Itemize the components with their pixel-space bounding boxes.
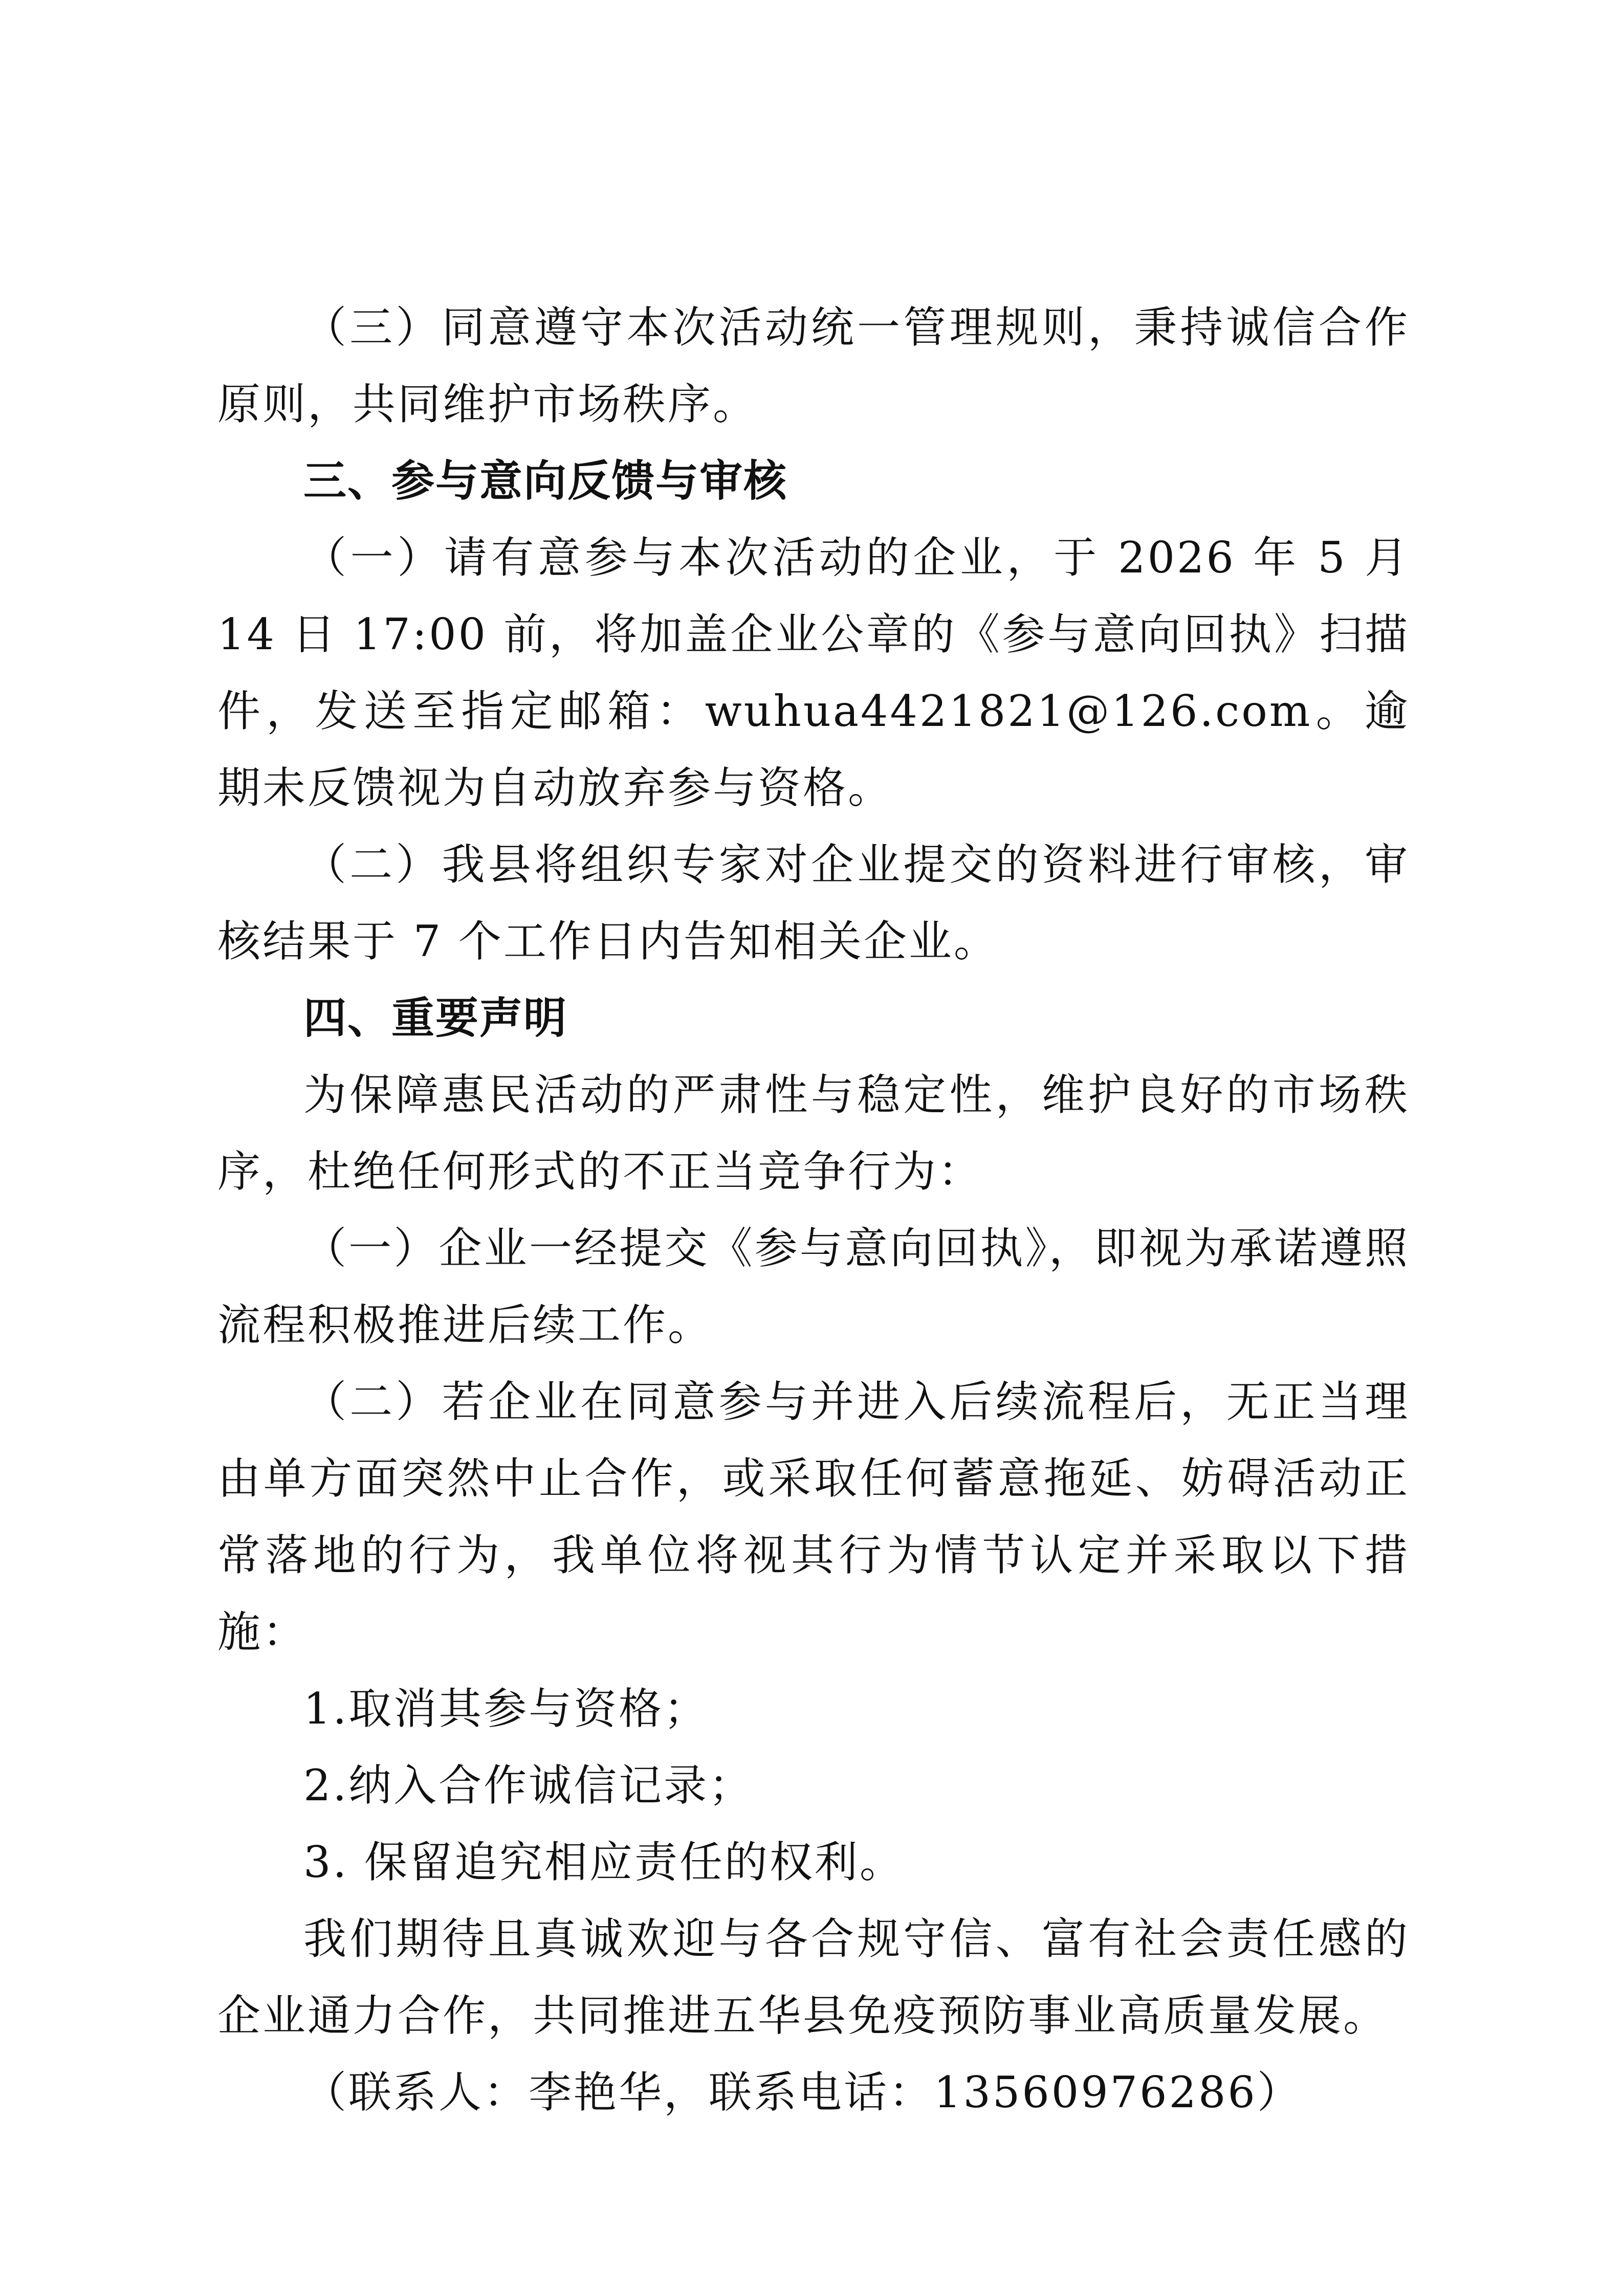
document-body bbox=[217, 289, 1410, 2131]
paragraph-contact: （联系人：李艳华，联系电话：13560976286） bbox=[303, 2067, 1302, 2117]
paragraph-termination-measures: （二）若企业在同意参与并进入后续流程后，无正当理由单方面突然中止合作，或采取任何蓄意拖延、妨碍活动正常落地的行为，我单位将视其行为情节认定并采取以下措施： bbox=[217, 1377, 1410, 1657]
paragraph-feedback-deadline: （一）请有意参与本次活动的企业，于 2026 年 5 月 14 日 17:00 前，将加盖企业公章的《参与意向回执》扫描件，发送至指定邮箱：wuhua4421821@126.com。逾期未反馈视为自动放弃参与资格。 bbox=[217, 533, 1410, 813]
list-item-measure-1: 1.取消其参与资格； bbox=[303, 1684, 709, 1734]
paragraph-statement-intro: 为保障惠民活动的严肃性与稳定性，维护良好的市场秩序，杜绝任何形式的不正当竞争行为： bbox=[217, 1070, 1410, 1197]
paragraph-closing: 我们期待且真诚欢迎与各合规守信、富有社会责任感的企业通力合作，共同推进五华县免疫预防事业高质量发展。 bbox=[217, 1914, 1410, 2041]
paragraph-review-result: （二）我县将组织专家对企业提交的资料进行审核，审核结果于 7 个工作日内告知相关企业。 bbox=[217, 840, 1410, 966]
section-heading-feedback-review: 三、参与意向反馈与审核 bbox=[303, 456, 788, 506]
paragraph-commitment: （一）企业一经提交《参与意向回执》，即视为承诺遵照流程积极推进后续工作。 bbox=[217, 1223, 1410, 1350]
paragraph-agree-rules: （三）同意遵守本次活动统一管理规则，秉持诚信合作原则，共同维护市场秩序。 bbox=[217, 302, 1410, 429]
list-item-measure-3: 3. 保留追究相应责任的权利。 bbox=[303, 1837, 905, 1887]
list-item-measure-2: 2.纳入合作诚信记录； bbox=[303, 1760, 754, 1811]
section-heading-important-statement: 四、重要声明 bbox=[303, 993, 568, 1043]
